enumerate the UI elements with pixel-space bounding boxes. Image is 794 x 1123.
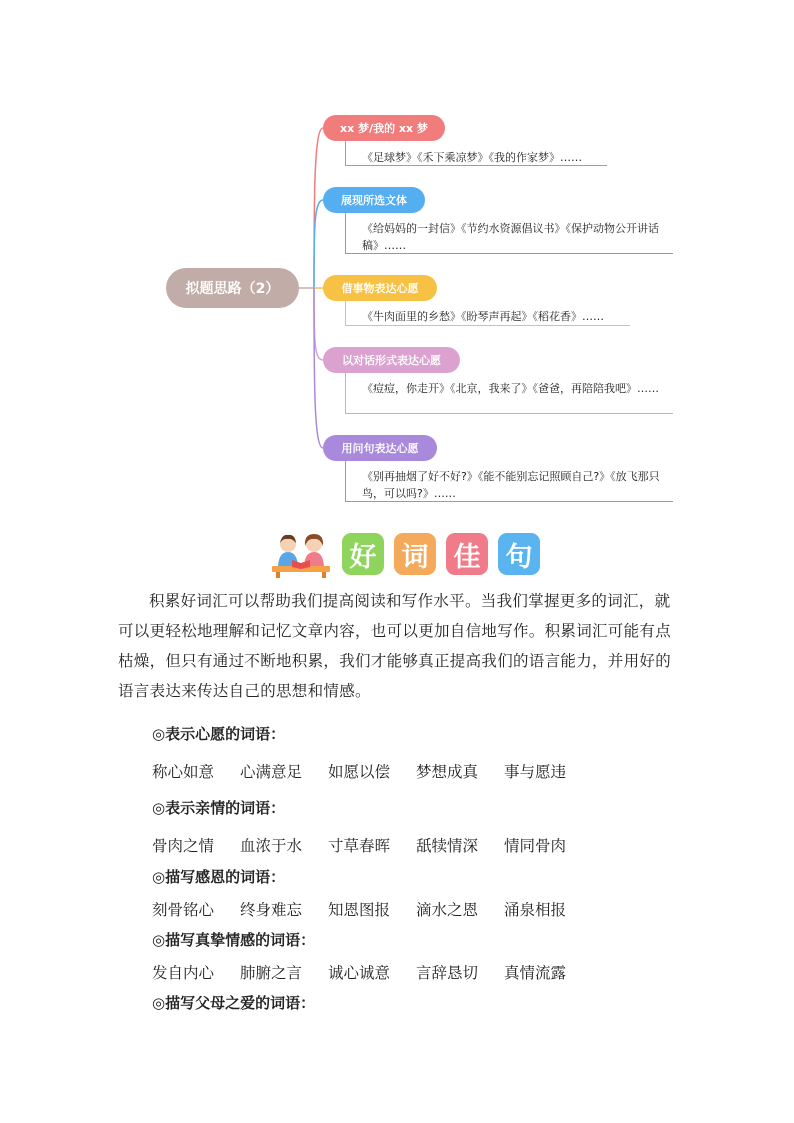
word: 刻骨铭心 (152, 901, 215, 919)
branch-text-1: 《足球梦》《禾下乘凉梦》《我的作家梦》…… (362, 151, 582, 164)
leaf-line-3 (345, 325, 630, 326)
word: 称心如意 (152, 763, 215, 781)
mindmap-root: 拟题思路（2） (166, 268, 299, 308)
section-heading-parents-love: ◎描写父母之爱的词语： (152, 994, 316, 1012)
word-list-sincere (152, 961, 592, 983)
branch-text-3: 《牛肉面里的乡愁》《盼琴声再起》《稻花香》…… (362, 310, 604, 323)
connector-2 (314, 200, 323, 288)
leaf-line-4 (345, 413, 673, 414)
mindmap (0, 0, 794, 520)
branch-text-2: 《给妈妈的一封信》《节约水资源倡议书》《保护动物公开讲话稿》…… (362, 222, 659, 252)
branch-label-4: 以对话形式表达心愿 (323, 347, 460, 373)
branch-text-4: 《痘痘，你走开》《北京，我来了》《爸爸，再陪陪我吧》…… (362, 382, 659, 395)
branch-text-5: 《别再抽烟了好不好?》《能不能别忘记照顾自己?》《放飞那只鸟，可以吗?》…… (362, 470, 660, 500)
section-heading-wishes: ◎表示心愿的词语： (152, 725, 286, 743)
title-char-2: 词 (394, 533, 436, 575)
word: 血浓于水 (240, 837, 303, 855)
word: 梦想成真 (416, 763, 479, 781)
branch-label-1: xx 梦/我的 xx 梦 (323, 115, 445, 141)
leaf-line-5 (345, 501, 673, 502)
section-title (270, 530, 540, 578)
leaf-vert-5 (345, 461, 346, 501)
leaf-vert-4 (345, 373, 346, 413)
intro-paragraph: 积累好词汇可以帮助我们提高阅读和写作水平。当我们掌握更多的词汇，就可以更轻松地理解和记忆文章内容，也可以更加自信地写作。积累词汇可能有点枯燥，但只有通过不断地积累，我们才能够真正提高我们的语言能力，并用好的语言表达来传达自己的思想和情感。 (118, 592, 672, 700)
word: 如愿以偿 (328, 763, 391, 781)
word: 知恩图报 (328, 901, 391, 919)
word: 肺腑之言 (240, 964, 303, 982)
branch-label-2: 展现所选文体 (323, 187, 425, 213)
leaf-line-1 (345, 165, 607, 166)
word-list-gratitude (152, 898, 592, 920)
students-reading-illustration (270, 530, 332, 578)
connector-5 (314, 288, 323, 448)
word: 舐犊情深 (416, 837, 479, 855)
word-list-family (152, 834, 592, 856)
word: 真情流露 (504, 964, 567, 982)
connector-4 (314, 288, 323, 360)
leaf-vert-1 (345, 141, 346, 165)
word: 涌泉相报 (504, 901, 567, 919)
title-char-1: 好 (342, 533, 384, 575)
word: 事与愿违 (504, 763, 567, 781)
leaf-vert-3 (345, 301, 346, 325)
title-char-4: 句 (498, 533, 540, 575)
word: 言辞恳切 (416, 964, 479, 982)
branch-label-5: 用问句表达心愿 (323, 435, 437, 461)
leaf-vert-2 (345, 213, 346, 253)
word-list-wishes (152, 760, 592, 782)
connector-1 (314, 128, 323, 288)
word: 终身难忘 (240, 901, 303, 919)
section-heading-gratitude: ◎描写感恩的词语： (152, 868, 286, 886)
word: 滴水之恩 (416, 901, 479, 919)
branch-label-3: 借事物表达心愿 (323, 275, 437, 301)
word: 诚心诚意 (328, 964, 391, 982)
word: 发自内心 (152, 964, 215, 982)
word: 寸草春晖 (328, 837, 391, 855)
leaf-line-2 (345, 253, 673, 254)
section-heading-family: ◎表示亲情的词语： (152, 799, 286, 817)
word: 情同骨肉 (504, 837, 567, 855)
section-heading-sincere: ◎描写真挚情感的词语： (152, 931, 316, 949)
word: 心满意足 (240, 763, 303, 781)
title-char-3: 佳 (446, 533, 488, 575)
word: 骨肉之情 (152, 837, 215, 855)
